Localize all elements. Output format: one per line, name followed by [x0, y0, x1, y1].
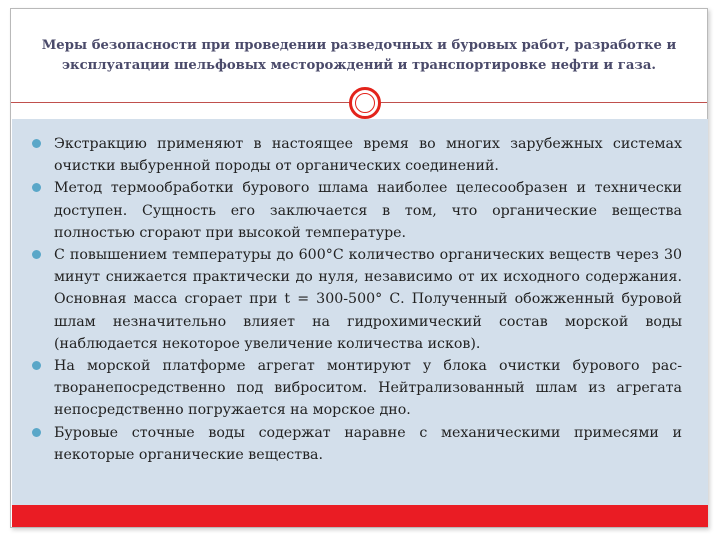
bullet-text: На морской платформе агрегат монтируют у блока очистки бурового рас-творанепосредственно под виброситом. Нейтрализованный шлам из агрегата непосредственно погружается на морское дно. [54, 358, 682, 419]
round-bullet-icon [32, 183, 41, 192]
slide-title: Меры безопасности при проведении разведочных и буровых работ, разработке и эксплуатации шельфовых месторождений и транспортировке нефти и газа. [41, 37, 677, 73]
round-bullet-icon [32, 139, 41, 148]
round-bullet-icon [32, 428, 41, 437]
list-item [30, 422, 682, 466]
list-item [30, 177, 682, 244]
content-area [12, 119, 708, 507]
bottom-accent-bar [12, 505, 708, 527]
round-bullet-icon [32, 250, 41, 259]
circle-ring-icon [349, 87, 381, 119]
list-item [30, 133, 682, 177]
bullet-text: Буровые сточные воды содержат наравне с механическими примесями и некоторые органические вещества. [54, 424, 682, 463]
round-bullet-icon [32, 361, 41, 370]
list-item [30, 355, 682, 422]
bullet-text: Экстракцию применяют в настоящее время во многих зарубежных системах очистки выбуренной породы от органических соединений. [54, 136, 682, 175]
list-item [30, 244, 682, 355]
slide-frame [10, 8, 708, 528]
bullet-text: Метод термообработки бурового шлама наиболее целесообразен и технически доступен. Сущность его заключается в том, что органические вещества полностью сгорают при высокой температуре. [54, 180, 682, 241]
bullet-list [12, 119, 708, 466]
bullet-text: С повышением температуры до 600°С количество органических веществ через 30 минут снижается практически до нуля, независимо от их исходного содержания. Основная масса сгорает при t = 300-500° С. Полученный обожженный буровой шлам незначительно влияет на гидрохимический состав морской воды (наблюдается некоторое увеличение количества исков). [54, 247, 682, 352]
